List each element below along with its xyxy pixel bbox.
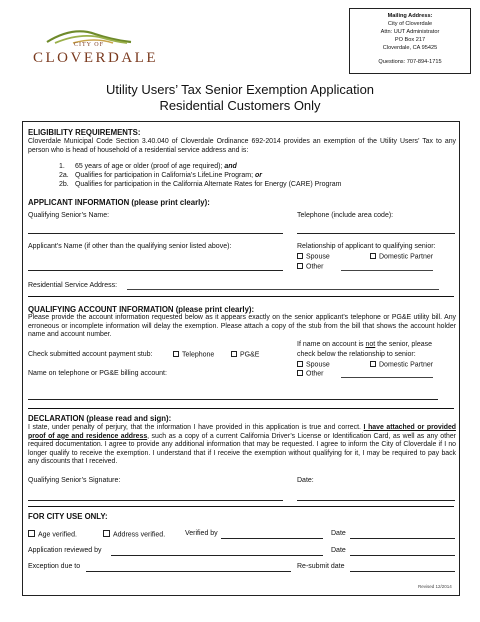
domestic-partner-label: Domestic Partner xyxy=(379,253,434,261)
eligibility-heading: ELIGIBILITY REQUIREMENTS: xyxy=(28,128,141,137)
other-relationship-field[interactable] xyxy=(341,270,433,271)
section-divider xyxy=(28,506,454,507)
questions-phone: Questions: 707-894-1715 xyxy=(378,58,442,65)
relationship-label: Relationship of applicant to qualifying senior: xyxy=(297,243,436,250)
title-line-1: Utility Users’ Tax Senior Exemption Application xyxy=(105,82,375,97)
applicant-name-label: Applicant’s Name (if other than the qualifying senior listed above): xyxy=(28,243,232,250)
mailing-line: Cloverdale, CA 95425 xyxy=(382,45,438,52)
qualifying-senior-name-field[interactable] xyxy=(28,233,283,234)
account-domestic-partner-checkbox[interactable] xyxy=(370,361,376,367)
account-domestic-partner-label: Domestic Partner xyxy=(379,361,434,369)
signature-label: Qualifying Senior’s Signature: xyxy=(28,477,121,484)
account-other-field[interactable] xyxy=(341,377,433,378)
section-divider xyxy=(28,296,454,297)
address-verified-option[interactable] xyxy=(103,530,165,540)
item-number: 2a. xyxy=(59,172,69,179)
account-spouse-checkbox[interactable] xyxy=(297,361,303,367)
other-option[interactable] xyxy=(297,263,324,272)
billing-name-label: Name on telephone or PG&E billing account: xyxy=(28,370,167,377)
mailing-line: PO Box 217 xyxy=(394,37,426,44)
city-use-heading: FOR CITY USE ONLY: xyxy=(28,512,108,521)
title-line-2: Residential Customers Only xyxy=(159,98,321,113)
pge-stub-checkbox[interactable] xyxy=(231,351,237,357)
eligibility-intro: Cloverdale Municipal Code Section 3.40.040 of Cloverdale Ordinance 692-2014 provides an exemption of the Utility Users’ Tax to any person who is head of household of a residential service address and is: xyxy=(28,138,456,154)
declaration-text-1: I state, under penalty of perjury, that the information I have provided in this application is true and correct. xyxy=(28,424,364,431)
spouse-label: Spouse xyxy=(306,253,330,261)
exception-label: Exception due to xyxy=(28,563,81,570)
mailing-heading: Mailing Address: xyxy=(387,13,433,19)
verified-date-label: Date xyxy=(331,530,346,537)
item-suffix: or xyxy=(254,172,262,179)
pge-stub-label: PG&E xyxy=(240,351,260,359)
eligibility-item xyxy=(59,172,262,181)
verified-by-field[interactable] xyxy=(221,538,323,539)
applicant-name-field[interactable] xyxy=(28,270,283,271)
check-below-label: check below the relationship to senior: xyxy=(297,351,416,358)
if-name-pre: If name on account is xyxy=(297,341,366,348)
account-other-checkbox[interactable] xyxy=(297,370,303,376)
item-text: Qualifies for participation in California’s LifeLine Program; xyxy=(74,172,254,179)
spouse-checkbox[interactable] xyxy=(297,253,303,259)
residential-address-label: Residential Service Address: xyxy=(28,282,118,289)
age-verified-label: Age verified. xyxy=(38,531,77,539)
other-label: Other xyxy=(306,263,324,271)
reviewed-by-label: Application reviewed by xyxy=(28,547,102,554)
check-stub-label: Check submitted account payment stub: xyxy=(28,351,153,358)
reviewed-by-field[interactable] xyxy=(111,555,323,556)
telephone-stub-label: Telephone xyxy=(182,351,215,359)
domestic-partner-option[interactable] xyxy=(370,253,433,262)
city-logo xyxy=(33,24,158,72)
declaration-date-label: Date: xyxy=(297,477,314,484)
billing-name-field[interactable] xyxy=(28,399,438,400)
qualifying-senior-name-label: Qualifying Senior’s Name: xyxy=(28,212,110,219)
reviewed-date-field[interactable] xyxy=(350,555,455,556)
telephone-label: Telephone (include area code): xyxy=(297,212,394,219)
declaration-proof: I have attached or provided proof of age and residence address xyxy=(28,424,456,440)
account-heading: QUALIFYING ACCOUNT INFORMATION (please print clearly): xyxy=(28,305,255,314)
document-title xyxy=(0,82,480,114)
telephone-stub-option[interactable] xyxy=(173,351,214,360)
account-intro: Please provide the account information requested below as it appears exactly on the senior applicant’s telephone or PG&E utility bill. Any erroneous or incomplete information will delay the exemption. Please attach a copy of the stub from the bill that shows the account holder name and account number. xyxy=(28,314,456,339)
exception-field[interactable] xyxy=(86,571,291,572)
signature-field[interactable] xyxy=(28,500,283,501)
domestic-partner-checkbox[interactable] xyxy=(370,253,376,259)
mailing-line: City of Cloverdale xyxy=(387,21,433,28)
mailing-line: Attn: UUT Administrator xyxy=(380,29,440,36)
declaration-text xyxy=(28,424,456,467)
address-verified-label: Address verified. xyxy=(113,531,166,539)
resubmit-label: Re-submit date xyxy=(297,563,345,570)
revision-note: Revised 12/2014 xyxy=(418,584,452,589)
mailing-address-box xyxy=(349,8,471,74)
account-spouse-option[interactable] xyxy=(297,361,330,370)
declaration-date-field[interactable] xyxy=(297,500,455,501)
if-name-not: not xyxy=(365,341,376,348)
resubmit-field[interactable] xyxy=(350,571,455,572)
spouse-option[interactable] xyxy=(297,253,330,262)
account-other-label: Other xyxy=(306,370,324,378)
age-verified-option[interactable] xyxy=(28,530,77,540)
application-form xyxy=(22,121,460,596)
applicant-heading: APPLICANT INFORMATION (please print clearly): xyxy=(28,198,210,207)
logo-city-of: CITY OF xyxy=(74,42,104,48)
residential-address-field[interactable] xyxy=(127,289,439,290)
eligibility-item xyxy=(59,181,341,190)
address-verified-checkbox[interactable] xyxy=(103,530,110,537)
telephone-stub-checkbox[interactable] xyxy=(173,351,179,357)
account-stub-row xyxy=(28,351,153,360)
verified-by-label: Verified by xyxy=(185,530,218,537)
declaration-text-2: , such as a copy of a current California Driver’s License or Identification Card, as well as any other required documentation. I agree to provide any additional information that may be requested. I agree to inform the City of Cloverdale if I no longer qualify to receive the exemption. I understand that if I receive the exemption without qualifying for it, I may be required to pay back any discounts that I received. xyxy=(28,432,456,466)
item-number: 1. xyxy=(59,163,65,170)
item-text: Qualifies for participation in the California Alternate Rates for Energy (CARE) Program xyxy=(74,181,342,188)
section-divider xyxy=(28,408,454,409)
other-checkbox[interactable] xyxy=(297,263,303,269)
account-spouse-label: Spouse xyxy=(306,361,330,369)
reviewed-date-label: Date xyxy=(331,547,346,554)
hills-logo-icon xyxy=(33,24,145,44)
item-suffix: and xyxy=(224,163,237,170)
telephone-field[interactable] xyxy=(297,233,455,234)
item-text: 65 years of age or older (proof of age required); xyxy=(74,163,223,170)
age-verified-checkbox[interactable] xyxy=(28,530,35,537)
if-name-post: the senior, please xyxy=(375,341,433,348)
if-name-note xyxy=(297,341,432,350)
eligibility-item xyxy=(59,163,237,172)
item-number: 2b. xyxy=(59,181,69,188)
logo-city-name: CLOVERDALE xyxy=(33,50,158,66)
verified-date-field[interactable] xyxy=(350,538,455,539)
account-domestic-partner-option[interactable] xyxy=(370,361,433,370)
pge-stub-option[interactable] xyxy=(231,351,259,360)
account-other-option[interactable] xyxy=(297,370,324,379)
declaration-heading: DECLARATION (please read and sign): xyxy=(28,414,172,423)
